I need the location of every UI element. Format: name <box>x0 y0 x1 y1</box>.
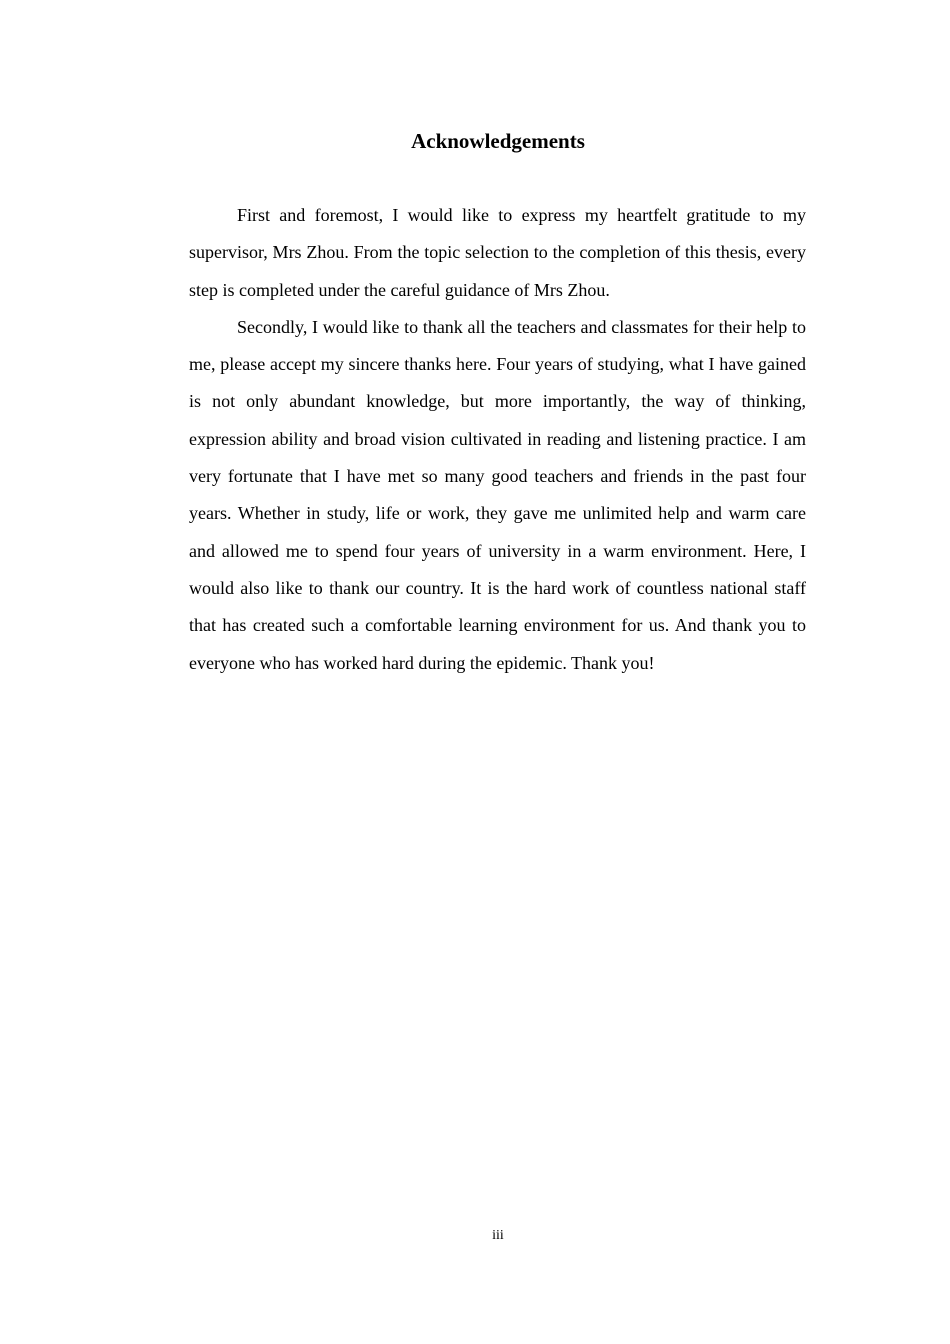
page-number: iii <box>492 1228 504 1243</box>
paragraph-gratitude-teachers: Secondly, I would like to thank all the teachers and classmates for their help to me, please accept my sincere thanks here. Four years of studying, what I have gained is not only abundant knowledge, but more importantly, the way of thinking, expression ability and broad vision cultivated in reading and listening practice. I am very fortunate that I have met so many good teachers and friends in the past four years. Whether in study, life or work, they gave me unlimited help and warm care and allowed me to spend four years of university in a warm environment. Here, I would also like to thank our country. It is the hard work of countless national staff that has created such a comfortable learning environment for us. And thank you to everyone who has worked hard during the epidemic. Thank you! <box>189 316 806 673</box>
paragraph-gratitude-supervisor: First and foremost, I would like to express my heartfelt gratitude to my supervisor, Mrs Zhou. From the topic selection to the completion of this thesis, every step is completed under the careful guidance of Mrs Zhou. <box>189 205 806 300</box>
page-title: Acknowledgements <box>411 129 585 153</box>
body-text <box>189 197 806 682</box>
